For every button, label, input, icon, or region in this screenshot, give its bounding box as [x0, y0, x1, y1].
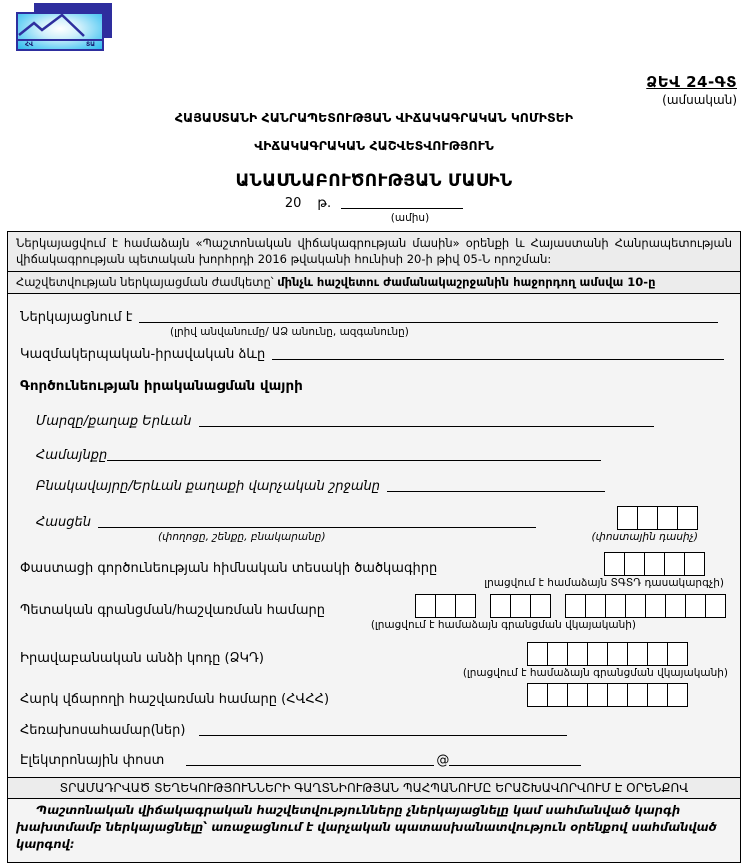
organization-name: ՀԱՅԱՍՏԱՆԻ ՀԱՆՐԱՊԵՏՈՒԹՅԱՆ ՎԻՃԱԿԱԳՐԱԿԱՆ ԿՈՄԻՏԵԻ [174, 110, 574, 125]
box-group[interactable] [604, 552, 705, 576]
statistical-committee-logo [10, 3, 114, 55]
address-row [36, 506, 728, 530]
box-cell[interactable] [647, 642, 668, 666]
registration-caption: (լրացվում է համաձայն գրանցման վկայականի) [370, 619, 636, 632]
logo-right-mark: ՏԱ [85, 41, 95, 48]
box-cell[interactable] [644, 552, 665, 576]
email-at-sign: @ [436, 753, 450, 769]
month-input-line[interactable] [341, 207, 463, 209]
box-cell[interactable] [677, 506, 698, 530]
box-cell[interactable] [547, 683, 568, 707]
box-group[interactable] [527, 642, 688, 666]
box-group[interactable] [617, 506, 698, 530]
report-type: ՎԻՃԱԿԱԳՐԱԿԱՆ ՀԱՇՎԵՏՎՈՒԹՅՈՒՆ [254, 138, 494, 153]
box-cell[interactable] [607, 683, 628, 707]
address-input-line[interactable] [98, 526, 536, 528]
box-cell[interactable] [637, 506, 658, 530]
box-cell[interactable] [604, 552, 625, 576]
box-cell[interactable] [667, 683, 688, 707]
registration-label: Պետական գրանցման/հաշվառման համարը [20, 603, 325, 619]
settlement-label: Բնակավայրը/Երևան քաղաքի վարչական շրջանը [36, 479, 380, 495]
box-group[interactable] [565, 594, 726, 618]
address-label: Հասցեն [36, 515, 91, 531]
deadline-label: Հաշվետվության ներկայացման ժամկետը՝ [16, 275, 274, 290]
year-prefix: 20 [284, 196, 302, 211]
deadline-value: մինչև հաշվետու ժամանակաշրջանին հաջորդող ամսվա 10-ը [277, 275, 656, 290]
box-cell[interactable] [455, 594, 476, 618]
settlement-input-line[interactable] [387, 490, 605, 492]
phone-label: Հեռախոսահամար(ներ) [20, 723, 186, 739]
legal-entity-code-boxes[interactable] [527, 642, 688, 666]
form-body [7, 231, 741, 863]
email-row [20, 753, 728, 777]
email-label: Էլեկտրոնային փոստ [20, 753, 165, 769]
legal-form-input-line[interactable] [272, 358, 724, 360]
box-cell[interactable] [684, 552, 705, 576]
tin-label: Հարկ վճարողի հաշվառման համարը (ՀՎՀՀ) [20, 692, 330, 708]
box-cell[interactable] [627, 642, 648, 666]
box-cell[interactable] [617, 506, 638, 530]
address-caption: (փողոցը, շենքը, բնակարանը) [158, 531, 326, 544]
address-captions [20, 531, 728, 543]
activity-code-boxes[interactable] [604, 552, 705, 576]
legal-entity-code-caption: (լրացվում է համաձայն գրանցման վկայականի) [462, 667, 728, 680]
month-caption: (ամիս) [390, 212, 430, 224]
box-cell[interactable] [625, 594, 646, 618]
box-cell[interactable] [547, 642, 568, 666]
box-cell[interactable] [527, 683, 548, 707]
settlement-row [36, 479, 728, 494]
box-cell[interactable] [705, 594, 726, 618]
region-row [36, 414, 728, 429]
postal-caption: (փոստային դասիչ) [591, 531, 698, 544]
tin-row [20, 683, 728, 707]
region-input-line[interactable] [199, 425, 654, 427]
box-cell[interactable] [587, 683, 608, 707]
box-cell[interactable] [587, 642, 608, 666]
legal-entity-code-row [20, 642, 728, 666]
box-group[interactable] [415, 594, 476, 618]
deadline-row [8, 272, 740, 294]
location-heading: Գործունեության իրականացման վայրի [20, 378, 303, 395]
box-cell[interactable] [510, 594, 531, 618]
legal-entity-code-label: Իրավաբանական անձի կոդը (ՁԿԴ) [20, 651, 264, 667]
box-cell[interactable] [490, 594, 511, 618]
presenter-input-line[interactable] [139, 321, 718, 323]
report-date-row [0, 196, 748, 211]
community-input-line[interactable] [107, 459, 601, 461]
confidentiality-band: ՏՐԱՄԱԴՐՎԱԾ ՏԵՂԵԿՈՒԹՅՈՒՆՆԵՐԻ ԳԱՂՏՆԻՈՒԹՅԱՆ ՊԱՀՊԱՆՈՒՄԸ ԵՐԱՇԽԱՎՈՐՎՈՒՄ Է ՕՐԵՆՔՈՎ [8, 777, 740, 799]
presenter-label: Ներկայացնում է [20, 310, 133, 326]
liability-warning: Պաշտոնական վիճակագրական հաշվետվությունները չներկայացնելը կամ սահմանված կարգի խախտմամբ ներկայացնելը՝ առաջացնում է վարչական պատասխանատվություն օրենքով սահմանված կարգով: [16, 803, 717, 851]
activity-code-row [20, 552, 728, 576]
box-cell[interactable] [530, 594, 551, 618]
box-cell[interactable] [647, 683, 668, 707]
postal-code-boxes[interactable] [617, 506, 698, 530]
box-cell[interactable] [667, 642, 688, 666]
legal-basis-text: Ներկայացվում է համաձայն «Պաշտոնական վիճակագրության մասին» օրենքի և Հայաստանի Հանրապետության վիճակագրության պետական խորհրդի 2016 թվականի հունիսի 20-ի թիվ 05-Ն որոշման: [8, 232, 740, 272]
box-cell[interactable] [607, 642, 628, 666]
box-cell[interactable] [645, 594, 666, 618]
form-fields [8, 294, 740, 777]
presenter-row [20, 310, 728, 325]
box-cell[interactable] [567, 683, 588, 707]
box-cell[interactable] [415, 594, 436, 618]
box-cell[interactable] [657, 506, 678, 530]
logo-caption-strip [18, 39, 102, 49]
box-cell[interactable] [665, 594, 686, 618]
box-cell[interactable] [527, 642, 548, 666]
box-cell[interactable] [585, 594, 606, 618]
page-title: ԱՆԱՍՆԱԲՈՒԾՈՒԹՅԱՆ ՄԱՍԻՆ [235, 171, 513, 191]
activity-code-caption: լրացվում է համաձայն ՏԳՏԴ դասակարգչի) [484, 577, 724, 590]
email-domain-input-line[interactable] [449, 764, 581, 766]
box-cell[interactable] [624, 552, 645, 576]
box-cell[interactable] [565, 594, 586, 618]
box-group[interactable] [490, 594, 551, 618]
box-cell[interactable] [685, 594, 706, 618]
box-cell[interactable] [567, 642, 588, 666]
tin-boxes[interactable] [527, 683, 688, 707]
registration-number-boxes[interactable] [415, 594, 726, 618]
form-code: ՁԵՎ 24-ԳՏ [646, 73, 737, 91]
box-cell[interactable] [605, 594, 626, 618]
legal-form-row [20, 347, 728, 362]
box-cell[interactable] [664, 552, 685, 576]
box-cell[interactable] [435, 594, 456, 618]
year-suffix: թ. [317, 196, 332, 211]
email-local-input-line[interactable] [186, 764, 434, 766]
community-label: Համայնքը [36, 448, 108, 464]
box-group[interactable] [527, 683, 688, 707]
phone-row [20, 723, 728, 738]
presenter-caption: (լրիվ անվանումը/ ԱՁ անունը, ազգանունը) [170, 326, 409, 339]
logo-left-mark: ՀՎ [25, 41, 34, 48]
activity-code-label: Փաստացի գործունեության հիմնական տեսակի ծածկագիրը [20, 561, 438, 577]
legal-form-label: Կազմակերպական-իրավական ձևը [20, 347, 266, 363]
registration-row [20, 594, 728, 618]
logo-front-rect [16, 12, 104, 51]
community-row [36, 448, 728, 463]
form-periodicity: (ամսական) [662, 93, 737, 107]
box-cell[interactable] [627, 683, 648, 707]
phone-input-line[interactable] [199, 734, 567, 736]
region-label: Մարզը/քաղաք Երևան [36, 414, 192, 430]
